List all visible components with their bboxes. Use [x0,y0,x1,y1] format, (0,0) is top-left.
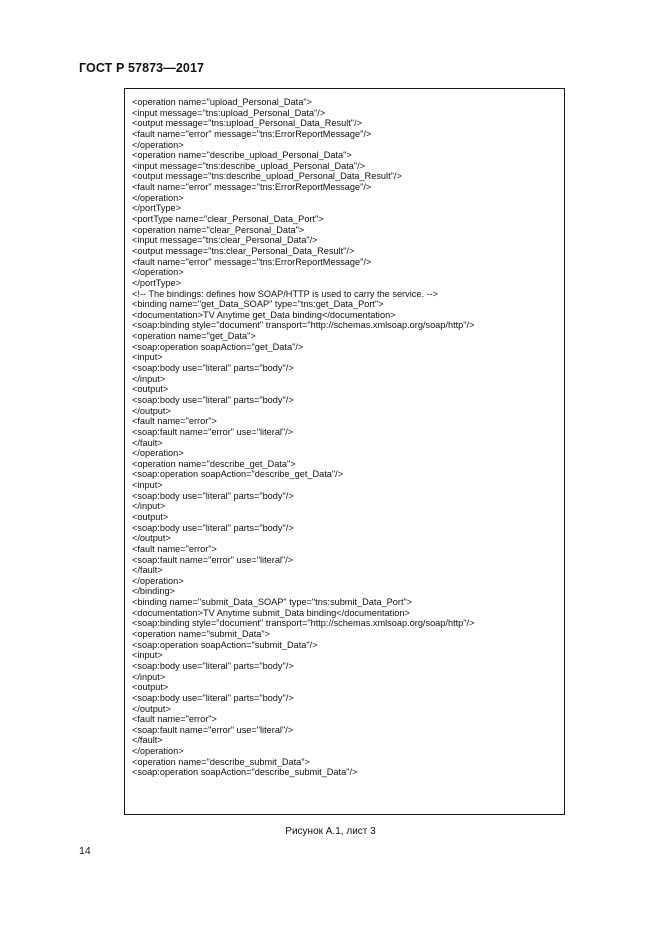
code-listing [132,97,564,778]
code-line: <input> [132,352,163,363]
code-line: <documentation>TV Anytime submit_Data binding</documentation> [132,607,410,618]
code-line: <fault name="error"> [132,543,217,554]
code-line: <fault name="error" message="tns:ErrorReportMessage"/> [132,128,372,139]
code-line: </fault> [132,437,163,448]
code-line: </operation> [132,746,184,757]
code-line: <output message="tns:clear_Personal_Data_Result"/> [132,245,355,256]
code-line: <fault name="error"> [132,714,217,725]
code-line: <soap:body use="literal" parts="body"/> [132,490,294,501]
code-line: <documentation>TV Anytime get_Data binding</documentation> [132,309,396,320]
code-line: <soap:fault name="error" use="literal"/> [132,724,294,735]
code-line: <operation name="clear_Personal_Data"> [132,224,305,235]
code-line: </input> [132,671,166,682]
code-line: <output> [132,682,169,693]
code-line: <operation name="get_Data"> [132,331,256,342]
code-line: <soap:fault name="error" use="literal"/> [132,554,294,565]
code-line: <soap:operation soapAction="submit_Data"/> [132,639,318,650]
code-line: <soap:binding style="document" transport="http://schemas.xmlsoap.org/soap/http"/> [132,618,475,629]
code-listing-frame [124,88,565,815]
code-line: <binding name="get_Data_SOAP" type="tns:get_Data_Port"> [132,299,384,310]
code-line: <operation name="describe_submit_Data"> [132,756,310,767]
code-line: <soap:operation soapAction="get_Data"/> [132,341,304,352]
code-line: </operation> [132,267,184,278]
code-line: </portType> [132,203,182,214]
code-line: <soap:binding style="document" transport="http://schemas.xmlsoap.org/soap/http"/> [132,320,475,331]
document-header: ГОСТ Р 57873—2017 [79,61,205,75]
code-line: <soap:body use="literal" parts="body"/> [132,522,294,533]
code-line: <portType name="clear_Personal_Data_Port"> [132,214,324,225]
code-line: <operation name="describe_upload_Personal_Data"> [132,150,352,161]
code-line: <input message="tns:clear_Personal_Data"/> [132,235,318,246]
code-line: </output> [132,533,171,544]
code-line: <soap:operation soapAction="describe_get_Data"/> [132,469,344,480]
code-line: <fault name="error"> [132,416,217,427]
code-line: </fault> [132,565,163,576]
code-line: <soap:operation soapAction="describe_submit_Data"/> [132,767,358,778]
code-line: </input> [132,373,166,384]
code-line: </operation> [132,575,184,586]
code-line: <output> [132,511,169,522]
code-line: </output> [132,405,171,416]
code-line: </output> [132,703,171,714]
code-line: <operation name="submit_Data"> [132,629,271,640]
code-line: <output message="tns:upload_Personal_Data_Result"/> [132,118,362,129]
code-line: <!-- The bindings: defines how SOAP/HTTP is used to carry the service. --> [132,288,439,299]
code-line: <input message="tns:describe_upload_Personal_Data"/> [132,160,366,171]
code-line: </operation> [132,448,184,459]
code-line: </fault> [132,735,163,746]
code-line: <operation name="upload_Personal_Data"> [132,97,312,107]
code-line: <fault name="error" message="tns:ErrorReportMessage"/> [132,256,372,267]
code-line: <input> [132,480,163,491]
code-line: <output> [132,384,169,395]
code-line: <soap:body use="literal" parts="body"/> [132,660,294,671]
figure-caption: Рисунок А.1, лист 3 [285,826,376,837]
code-line: </input> [132,501,166,512]
code-line: <fault name="error" message="tns:ErrorReportMessage"/> [132,182,372,193]
code-line: </operation> [132,139,184,150]
code-line: <binding name="submit_Data_SOAP" type="tns:submit_Data_Port"> [132,597,413,608]
code-line: <input message="tns:upload_Personal_Data"/> [132,107,326,118]
code-line: <operation name="describe_get_Data"> [132,458,296,469]
page-number: 14 [79,845,91,857]
code-line: <soap:fault name="error" use="literal"/> [132,426,294,437]
code-line: <soap:body use="literal" parts="body"/> [132,692,294,703]
code-line: <soap:body use="literal" parts="body"/> [132,394,294,405]
code-line: </binding> [132,586,175,597]
code-line: </operation> [132,192,184,203]
code-line: <output message="tns:describe_upload_Personal_Data_Result"/> [132,171,402,182]
code-line: <soap:body use="literal" parts="body"/> [132,363,294,374]
code-line: </portType> [132,277,182,288]
code-line: <input> [132,650,163,661]
